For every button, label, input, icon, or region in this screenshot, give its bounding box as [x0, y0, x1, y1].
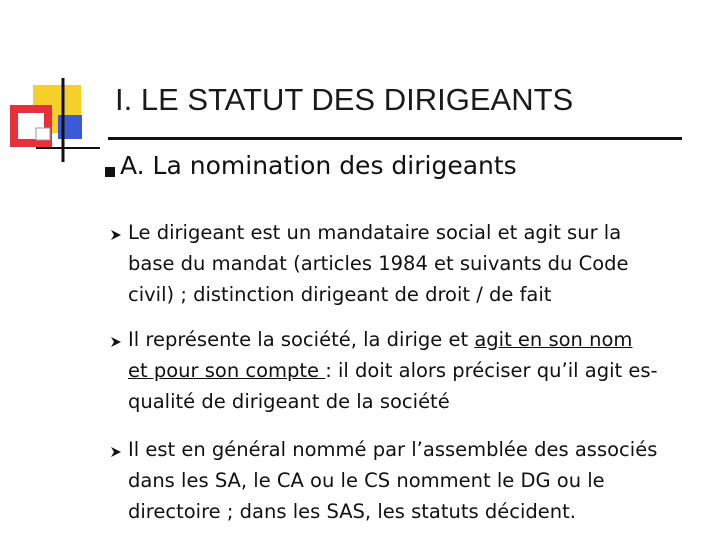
underlined-text: et pour son compte — [128, 359, 326, 382]
list-item-line — [128, 355, 703, 386]
list-item — [128, 434, 703, 527]
title-underline — [108, 137, 682, 140]
list-item-line: Le dirigeant est un mandataire social et agit sur la — [128, 221, 622, 244]
list-item-line: civil) ; distinction dirigeant de droit / de fait — [128, 283, 552, 306]
text-segment: : il doit alors préciser qu’il agit es- — [325, 359, 658, 382]
text-segment: Il représente la société, la dirige et — [128, 328, 475, 351]
list-item — [128, 324, 703, 417]
list-item-line — [128, 324, 703, 355]
list-item — [128, 217, 703, 310]
arrowhead-bullet-icon — [110, 336, 122, 348]
list-item-line: Il est en général nommé par l’assemblée des associés — [128, 438, 658, 461]
decorative-squares-logo — [0, 0, 120, 170]
underlined-text: agit en son nom — [474, 328, 633, 351]
list-item-line: base du mandat (articles 1984 et suivants du Code — [128, 252, 629, 275]
list-item-line: dans les SA, le CA ou le CS nomment le DG ou le — [128, 469, 605, 492]
arrowhead-bullet-icon — [110, 229, 122, 241]
list-item-line: directoire ; dans les SAS, les statuts décident. — [128, 500, 576, 523]
slide-title: I. LE STATUT DES DIRIGEANTS — [115, 82, 574, 117]
arrowhead-bullet-icon — [110, 446, 122, 458]
list-item-line: qualité de dirigeant de la société — [128, 390, 450, 413]
small-square — [36, 128, 50, 140]
square-bullet-icon — [105, 167, 115, 177]
section-heading: A. La nomination des dirigeants — [120, 151, 517, 180]
